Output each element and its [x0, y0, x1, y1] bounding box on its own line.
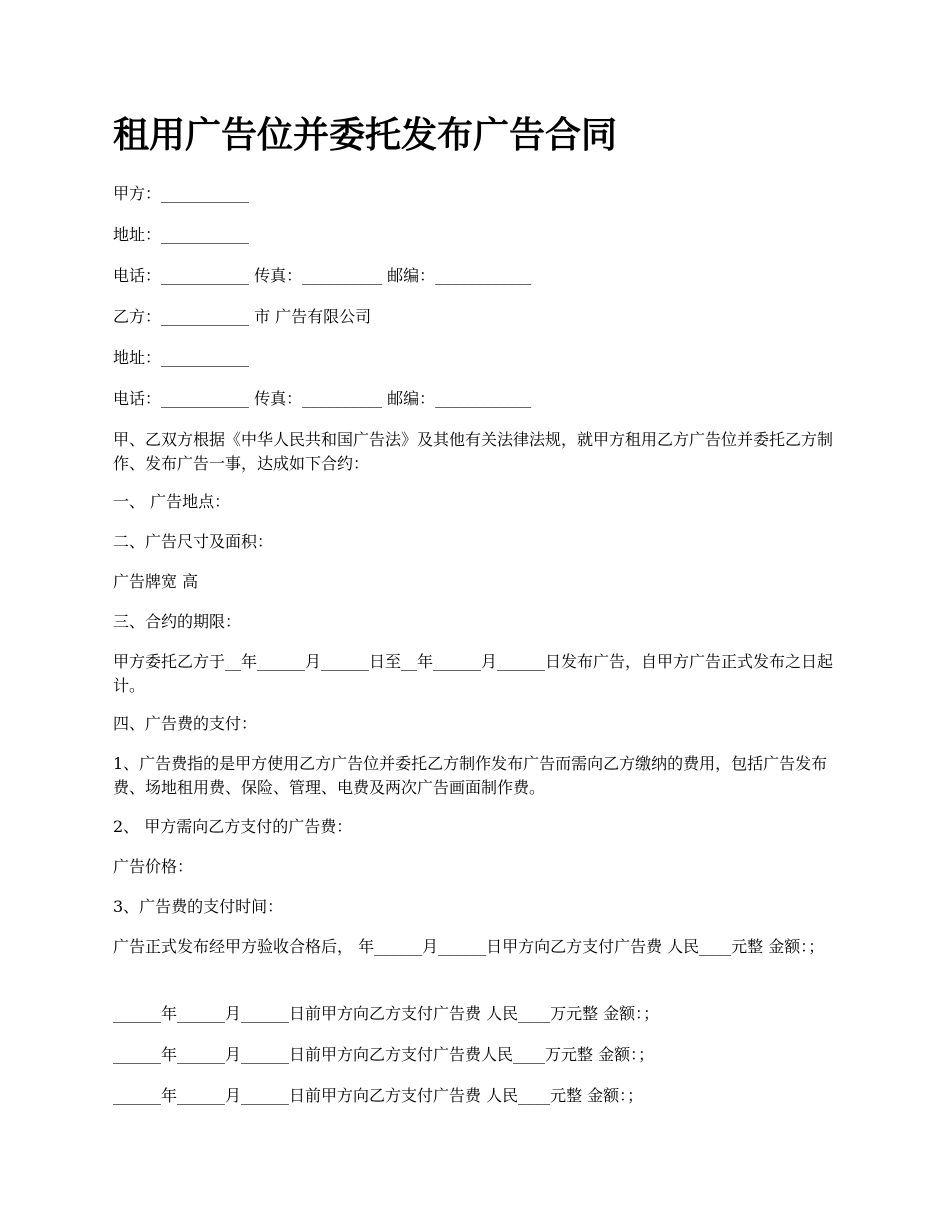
party-a-name: 甲方：___________	[113, 184, 250, 203]
payment-installment-4: ______年______月______日前甲方向乙方支付广告费 人民____元整 金额：；	[113, 1086, 644, 1105]
document-title: 租用广告位并委托发布广告合同	[113, 115, 618, 156]
contract-preamble: 甲、乙双方根据《中华人民共和国广告法》及其他有关法律法规，就甲方租用乙方广告位并委托乙方制作、发布广告一事，达成如下合约：	[113, 430, 834, 473]
fee-definition: 1、广告费指的是甲方使用乙方广告位并委托乙方制作发布广告而需向乙方缴纳的费用，包括广告发布费、场地租用费、保险、管理、电费及两次广告画面制作费。	[113, 754, 828, 797]
billboard-size: 广告牌宽 高	[113, 572, 199, 591]
party-a-contact: 电话：___________ 传真：__________ 邮编：____________	[113, 266, 532, 285]
ad-price: 广告价格：	[113, 857, 194, 876]
payment-installment-2: ______年______月______日前甲方向乙方支付广告费 人民____万元整 金额：；	[113, 1004, 660, 1023]
payment-time-heading: 3、广告费的支付时间：	[113, 897, 284, 916]
section-4-heading: 四、广告费的支付：	[113, 714, 258, 733]
payment-installment-3: ______年______月______日前甲方向乙方支付广告费人民____万元整 金额：；	[113, 1045, 655, 1064]
party-b-name: 乙方：___________ 市 广告有限公司	[113, 307, 372, 326]
party-b-contact: 电话：___________ 传真：__________ 邮编：____________	[113, 389, 532, 408]
party-a-address: 地址：___________	[113, 225, 250, 244]
section-2-heading: 二、广告尺寸及面积：	[113, 532, 274, 551]
party-b-address: 地址：___________	[113, 348, 250, 367]
section-3-heading: 三、合约的期限：	[113, 612, 242, 631]
section-1-heading: 一、 广告地点：	[113, 492, 231, 511]
fee-amount-heading: 2、 甲方需向乙方支付的广告费：	[113, 817, 353, 836]
term-clause: 甲方委托乙方于__年______月______日至__年______月______日发布广告，自甲方广告正式发布之日起计。	[113, 652, 834, 695]
payment-installment-1: 广告正式发布经甲方验收合格后， 年______月______日甲方向乙方支付广告费 人民____元整 金额：；	[113, 937, 825, 956]
